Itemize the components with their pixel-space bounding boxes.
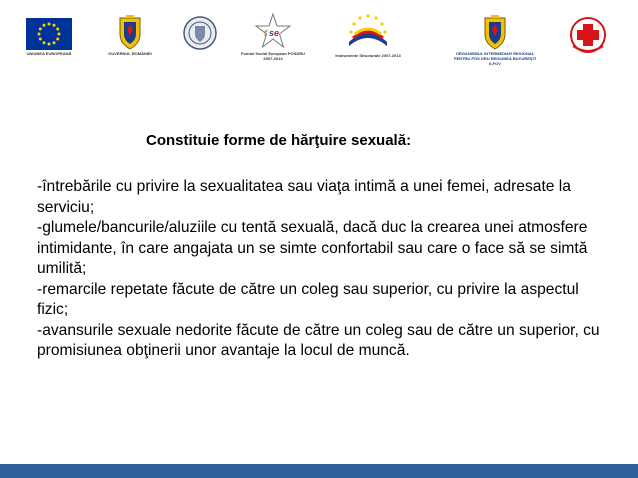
body-paragraph: -întrebările cu privire la sexualitatea sau viaţa intimă a unei femei, adresate la serviciu;: [37, 178, 571, 216]
logo-caption: Instrumente Structurale 2007-2013: [335, 53, 401, 58]
logo-caption: ORGANISMUL INTERMEDIAR REGIONAL PENTRU POS DRU REGIUNEA BUCUREŞTI ILFOV: [453, 51, 537, 66]
fse-logo: [240, 12, 306, 61]
logo-bar: [0, 0, 638, 80]
coat-of-arms-logo: [480, 14, 510, 50]
body-paragraph: -avansurile sexuale nedorite făcute de către un coleg sau de către un superior, cu promisiunea obţinerii unor avantaje la locul de muncă.: [37, 321, 600, 359]
government-coat-of-arms-logo: [102, 14, 158, 56]
body-paragraph: -remarcile repetate făcute de către un coleg sau superior, cu privire la aspectul fizic;: [37, 280, 579, 318]
red-cross-logo: [566, 16, 610, 54]
oi-logo: [452, 50, 538, 66]
slide-title: Constituie forme de hărţuire sexuală:: [146, 132, 412, 149]
eu-flag-logo: [20, 18, 78, 56]
logo-caption: UNIUNEA EUROPEANĂ: [26, 51, 72, 56]
bottom-band: [0, 464, 638, 478]
body-paragraph: -glumele/bancurile/aluziile cu tentă sexuală, dacă duc la crearea unei atmosfere intimidante, în care angajata un se simte confortabil sau care o face să se simtă umilită;: [37, 219, 588, 277]
slide-body: [37, 177, 612, 362]
logo-caption: GUVERNUL ROMÂNIEI: [108, 51, 152, 56]
structural-instruments-logo: [333, 12, 403, 58]
svg-text:e: e: [274, 28, 280, 38]
svg-text:s: s: [269, 28, 275, 38]
ministry-seal-logo: [180, 16, 220, 50]
logo-caption: Fondul Social European POSDRU 2007-2013: [240, 51, 305, 61]
svg-text:f: f: [264, 28, 267, 38]
